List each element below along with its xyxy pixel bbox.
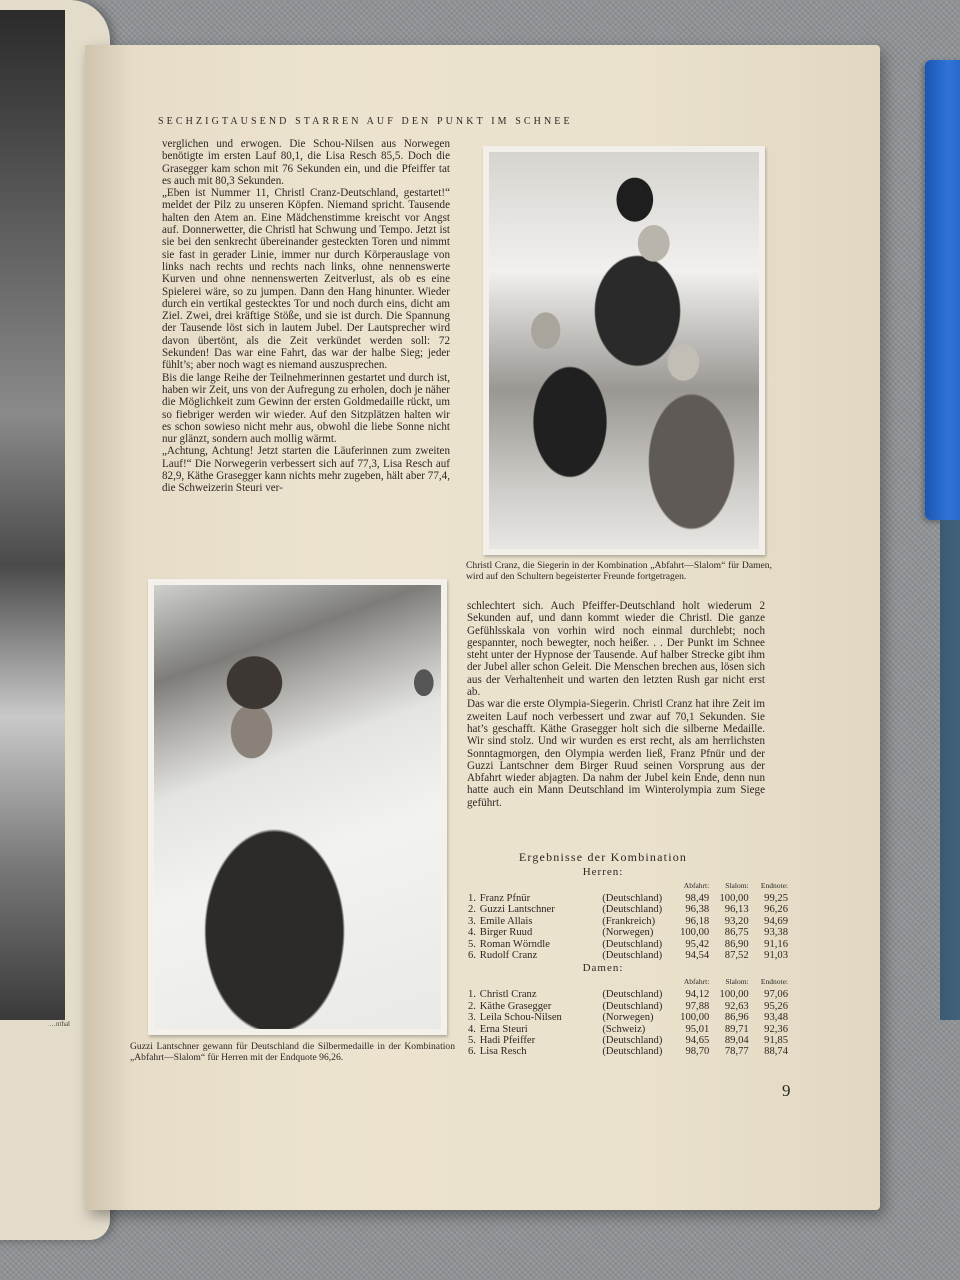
- endnote-score: 95,26: [764, 1000, 788, 1012]
- nation: (Deutschland): [602, 893, 663, 904]
- nation: (Deutschland): [602, 1000, 663, 1012]
- slalom-score: 86,96: [724, 1012, 749, 1024]
- table-row: [468, 1046, 788, 1057]
- abfahrt-score: 97,88: [685, 1000, 710, 1012]
- caption-cranz: Christl Cranz, die Siegerin in der Kombination „Abfahrt—Slalom“ für Damen, wird auf den Schultern begeisterter Freunde fortgetragen.: [466, 560, 772, 582]
- slalom-score: 78,77: [724, 1046, 749, 1058]
- table-row: [468, 893, 788, 904]
- nation: (Frankreich): [602, 915, 656, 927]
- slalom-score: 89,04: [724, 1035, 749, 1047]
- left-page-caption: …nthal: [49, 1020, 70, 1028]
- page-number: 9: [782, 1081, 791, 1100]
- abfahrt-score: 100,00: [680, 927, 710, 939]
- table-row: [468, 939, 788, 950]
- paragraph: verglichen und erwogen. Die Schou-Nilsen aus Norwegen benötigte im ersten Lauf 80,1, die Lisa Resch 85,5. Doch die Grasegger kam schon mit 76 Sekunden ein, und die Pfeiffer tat es auch mit 80,3 Sekunden.: [162, 138, 450, 187]
- endnote-score: 93,48: [764, 1012, 788, 1024]
- endnote-score: 88,74: [764, 1046, 788, 1058]
- abfahrt-score: 100,00: [680, 1012, 710, 1024]
- table-row: [468, 1024, 788, 1035]
- athlete-name: Leila Schou-Nilsen: [479, 1012, 562, 1024]
- nation: (Deutschland): [602, 938, 663, 950]
- results-men-table: [468, 879, 788, 961]
- col-header-abfahrt: Abfahrt:: [683, 977, 710, 987]
- athlete-name: Emile Allais: [479, 915, 533, 927]
- athlete-name: Käthe Grasegger: [479, 1000, 552, 1012]
- endnote-score: 91,85: [764, 1035, 788, 1047]
- rank: 4.: [468, 1023, 476, 1035]
- rank: 1.: [468, 989, 476, 1001]
- slalom-score: 89,71: [724, 1023, 749, 1035]
- abfahrt-score: 95,01: [685, 1023, 710, 1035]
- slalom-score: 100,00: [719, 893, 749, 904]
- paragraph: Das war die erste Olympia-Siegerin. Christl Cranz hat ihre Zeit im zweiten Lauf noch verbessert und zwar auf 70,1 Sekunden. Sie hat’s geschafft. Käthe Grasegger holt sich die silberne Medaille. Wir sind stolz. Und wir wurden es erst recht, als am herrlichsten Sonntagmorgen, den Olympia werden ließ, Franz Pfnür und der Guzzi Lantschner dem Birger Ruud seinen Vorsprung aus der Abfahrt wieder abjagten. Da nahm der Jubel kein Ende, denn nun hatte auch ein Mann Deutschland im Winterolympia zum Siege geführt.: [467, 698, 765, 809]
- blue-book-lower: [940, 520, 960, 1020]
- slalom-score: 96,13: [724, 904, 749, 916]
- endnote-score: 92,36: [764, 1023, 788, 1035]
- rank: 6.: [468, 950, 476, 962]
- abfahrt-score: 95,42: [685, 938, 710, 950]
- rank: 3.: [468, 915, 476, 927]
- rank: 5.: [468, 1035, 476, 1047]
- abfahrt-score: 94,65: [685, 1035, 710, 1047]
- table-row: [468, 950, 788, 961]
- paragraph: „Eben ist Nummer 11, Christl Cranz-Deutschland, gestartet!“ meldet der Pilz zu unseren Köpfen. Niemand spricht. Tausende halten den Atem an. Eine Mädchenstimme kreischt vor Angst auf. Donnerwetter, die Christl hat Schwung und Tempo. Jetzt ist sie bei den senkrecht übereinander gesteckten Toren und nimmt sie fast in gerader Linie, immer nur durch Körperauslage von links nach rechts und rechts nach links, ohne nennenswerte Kurven und ohne nennenswerten Zeitverlust, als ob es eine Spielerei wäre, so zu jumpen. Dann den Hang hinunter. Wieder durch ein vertikal gestecktes Tor und noch durch eins, dicht am Ziel. Zwei, drei kräftige Stöße, und sie ist durch. Die Spannung der Tausende löst sich in lautem Jubel. Der Lautsprecher wird davon übertönt, als die Zeit verkündet werden soll: 72 Sekunden! Das war eine Fahrt, das war der halbe Sieg; jeder fühlt’s; aber noch wagt es niemand auszusprechen.: [162, 187, 450, 372]
- slalom-score: 93,20: [724, 915, 749, 927]
- paragraph: „Achtung, Achtung! Jetzt starten die Läuferinnen zum zweiten Lauf!“ Die Norwegerin verbessert sich auf 77,3, Lisa Resch auf 82,9, Käthe Grasegger kann nichts mehr zugeben, hält aber 77,4, die Schweizerin Steuri ver-: [162, 445, 450, 495]
- endnote-score: 93,38: [764, 927, 788, 939]
- abfahrt-score: 94,54: [685, 950, 710, 962]
- abfahrt-score: 96,38: [685, 904, 710, 916]
- athlete-name: Lisa Resch: [479, 1046, 527, 1058]
- slalom-score: 86,75: [724, 927, 749, 939]
- table-row: [468, 1012, 788, 1023]
- results-title: Ergebnisse der Kombination: [518, 850, 688, 864]
- endnote-score: 91,16: [764, 938, 788, 950]
- abfahrt-score: 96,18: [685, 915, 710, 927]
- results-section: [468, 850, 788, 1058]
- abfahrt-score: 94,12: [685, 989, 710, 1001]
- paragraph: schlechtert sich. Auch Pfeiffer-Deutschland holt wiederum 2 Sekunden auf, und dann kommt wieder die Christl. Die ganze Gefühlsskala von vorhin wird noch einmal durchlebt; noch gespannter, noch bewegter, noch heißer. . . Der Punkt im Schnee steht unter der Hypnose der Tausende. Auf halber Strecke gibt ihm der Jubel aller schon Geleit. Die Menschen brechen aus, lösen sich aus der Verhaltenheit und warten den letzten Rush gar nicht erst ab.: [467, 600, 765, 699]
- nation: (Norwegen): [602, 927, 654, 939]
- nation: (Deutschland): [602, 1046, 663, 1058]
- caption-lantschner: Guzzi Lantschner gewann für Deutschland die Silbermedaille in der Kombination „Abfahrt—Slalom“ für Herren mit der Endquote 96,26.: [130, 1041, 455, 1063]
- table-row: [468, 989, 788, 1000]
- running-head: SECHZIGTAUSEND STARREN AUF DEN PUNKT IM SCHNEE: [158, 116, 573, 127]
- col-header-endnote: Endnote:: [760, 881, 788, 890]
- results-women-label: Damen:: [582, 962, 624, 975]
- table-row: [468, 1001, 788, 1012]
- table-row: [468, 916, 788, 927]
- endnote-score: 96,26: [764, 904, 788, 916]
- athlete-name: Rudolf Cranz: [479, 950, 538, 962]
- results-women-table: [468, 975, 788, 1057]
- results-men-label: Herren:: [582, 866, 624, 878]
- nation: (Deutschland): [602, 904, 663, 916]
- col-header-abfahrt: Abfahrt:: [683, 881, 710, 890]
- left-page-photo: [0, 10, 65, 1020]
- athlete-name: Hadi Pfeiffer: [479, 1035, 536, 1047]
- col-header-slalom: Slalom:: [725, 881, 749, 890]
- paragraph: Bis die lange Reihe der Teilnehmerinnen gestartet und durch ist, haben wir Zeit, uns von der Aufregung zu erholen, doch je näher die Möglichkeit zum Gewinn der ersten Goldmedaille rückt, um so fiebriger werden wir wieder. Auf den Sitzplätzen halten wir es schon sowieso nicht mehr aus, obwohl die liebe Sonne nicht nur glänzt, sondern auch mollig wärmt.: [162, 371, 450, 446]
- rank: 4.: [468, 927, 476, 939]
- slalom-score: 86,90: [724, 938, 749, 950]
- nation: (Deutschland): [602, 1035, 663, 1047]
- athlete-name: Christl Cranz: [479, 989, 537, 1001]
- athlete-name: Franz Pfnür: [479, 893, 531, 904]
- table-row: [468, 904, 788, 915]
- nation: (Deutschland): [602, 989, 663, 1001]
- rank: 5.: [468, 938, 476, 950]
- rank: 6.: [468, 1046, 476, 1058]
- article-text-upper: [162, 138, 450, 495]
- table-row: [468, 1035, 788, 1046]
- abfahrt-score: 98,49: [685, 893, 710, 904]
- photo-lantschner-image: [154, 585, 441, 1029]
- blue-book: [925, 60, 960, 520]
- article-text-lower: [467, 600, 765, 809]
- slalom-score: 87,52: [724, 950, 749, 962]
- rank: 2.: [468, 904, 476, 916]
- nation: (Schweiz): [602, 1023, 646, 1035]
- photo-cranz-image: [489, 152, 759, 549]
- slalom-score: 92,63: [724, 1000, 749, 1012]
- rank: 1.: [468, 893, 476, 904]
- endnote-score: 91,03: [764, 950, 788, 962]
- athlete-name: Roman Wörndle: [479, 938, 550, 950]
- col-header-endnote: Endnote:: [760, 977, 788, 987]
- athlete-name: Birger Ruud: [479, 927, 533, 939]
- nation: (Norwegen): [602, 1012, 654, 1024]
- nation: (Deutschland): [602, 950, 663, 962]
- endnote-score: 99,25: [764, 893, 788, 904]
- endnote-score: 97,06: [764, 989, 788, 1001]
- athlete-name: Guzzi Lantschner: [479, 904, 555, 916]
- slalom-score: 100,00: [719, 989, 749, 1001]
- col-header-slalom: Slalom:: [725, 977, 749, 987]
- rank: 3.: [468, 1012, 476, 1024]
- photo-guzzi-lantschner: [148, 579, 447, 1035]
- rank: 2.: [468, 1000, 476, 1012]
- table-row: [468, 927, 788, 938]
- abfahrt-score: 98,70: [685, 1046, 710, 1058]
- endnote-score: 94,69: [764, 915, 788, 927]
- photo-christl-cranz: [483, 146, 765, 555]
- athlete-name: Erna Steuri: [479, 1023, 528, 1035]
